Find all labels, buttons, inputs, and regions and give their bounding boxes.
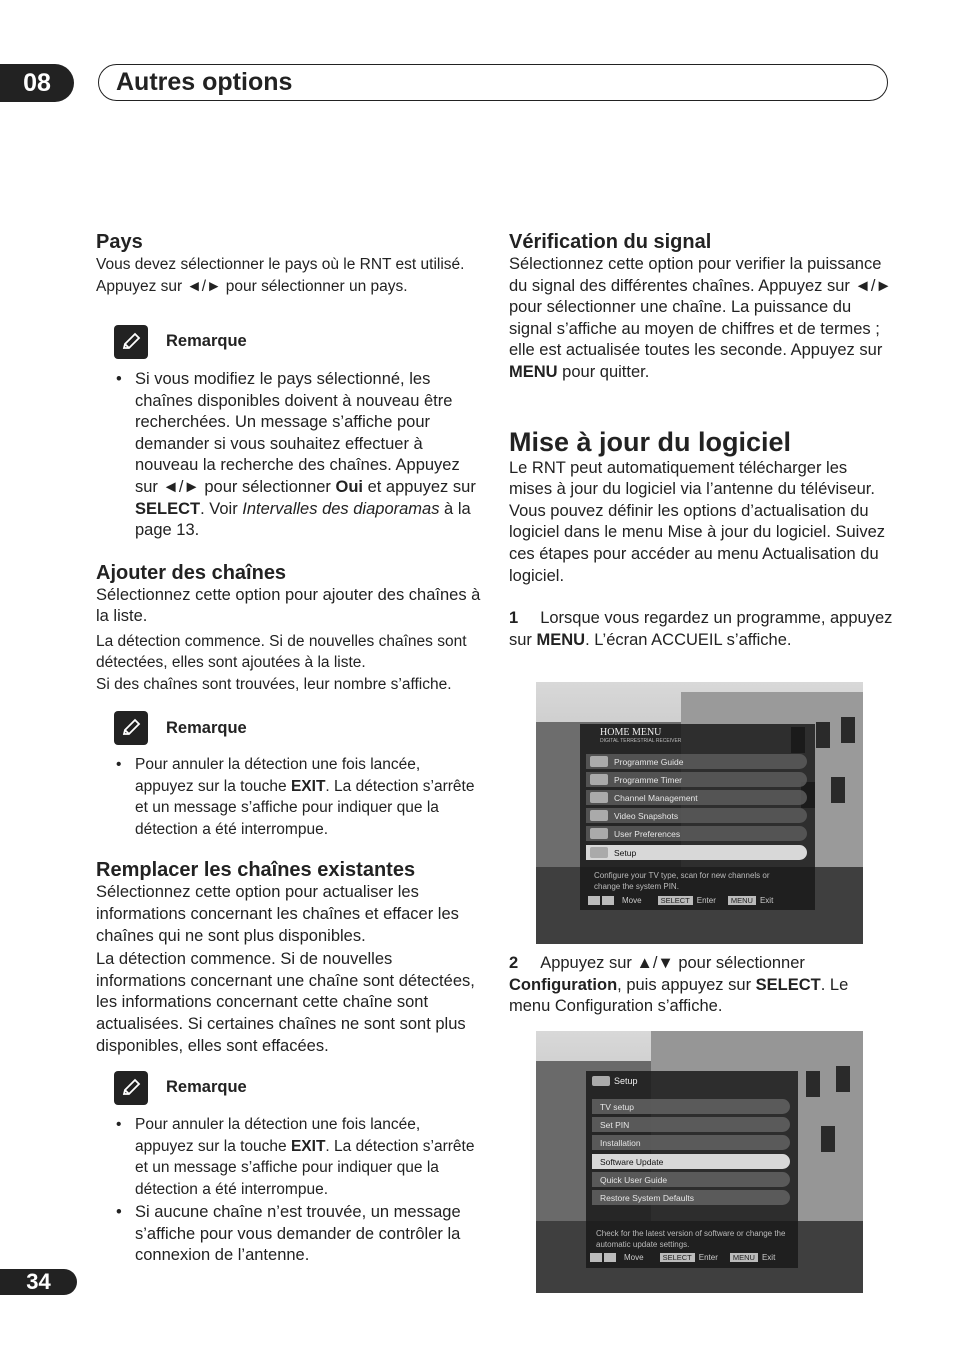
- note-3-list: [96, 1114, 481, 1267]
- osd-item-5[interactable]: Setup: [586, 845, 807, 860]
- setup-item-1[interactable]: Set PIN: [592, 1117, 790, 1132]
- home-menu-key-bar: Move SELECT Enter MENU Exit: [588, 895, 773, 906]
- right-column: [509, 230, 894, 651]
- setup-icon: [592, 1076, 610, 1086]
- note-1-header: [96, 325, 481, 359]
- down-arrow-key-icon: [604, 1253, 616, 1262]
- note-3-bullet-2: • Si aucune chaîne n’est trouvée, un message s’affiche pour vous demander de contrôler la connexion de l’antenne.: [96, 1202, 481, 1267]
- window: [836, 1066, 850, 1092]
- pays-text: Vous devez sélectionner le pays où le RNT est utilisé. Appuyez sur ◄/► pour sélectionner un pays.: [96, 256, 465, 295]
- osd-item-0[interactable]: Programme Guide: [586, 754, 807, 769]
- left-column: [96, 230, 481, 1267]
- window: [831, 777, 845, 803]
- menu-item-icon: [590, 810, 608, 821]
- mise-heading: Mise à jour du logiciel: [509, 426, 792, 457]
- menu-item-icon: [590, 792, 608, 803]
- chapter-title: [98, 64, 888, 101]
- setup-item-4[interactable]: Quick User Guide: [592, 1172, 790, 1187]
- note-1-bullet: • Si vous modifiez le pays sélectionné, les chaînes disponibles doivent à nouveau être recherchées. Un message s’affiche pour demander si vous souhaitez effectuer à nouveau la recherche des chaînes. Appuyez sur ◄/► pour sélectionner Oui et appuyez sur SELECT. Voir Intervalles des diaporamas à la page 13.: [96, 369, 481, 542]
- up-arrow-key-icon: [590, 1253, 602, 1262]
- down-arrow-key-icon: [602, 896, 614, 905]
- remplacer-heading: Remplacer les chaînes existantes: [96, 859, 416, 882]
- chapter-number: 08: [0, 64, 74, 102]
- window: [816, 722, 830, 748]
- window: [821, 1126, 835, 1152]
- note-3-label: Remarque: [166, 1078, 247, 1097]
- ajouter-p1: Sélectionnez cette option pour ajouter des chaînes à la liste.: [96, 585, 481, 626]
- note-3-header: [96, 1071, 481, 1105]
- setup-item-5[interactable]: Restore System Defaults: [592, 1190, 790, 1205]
- menu-item-icon: [590, 756, 608, 767]
- setup-menu-screenshot: [536, 1031, 863, 1293]
- menu-item-icon: [590, 828, 608, 839]
- setup-item-2[interactable]: Installation: [592, 1135, 790, 1150]
- pencil-note-icon: [114, 325, 148, 359]
- setup-menu-title: Setup: [614, 1076, 638, 1086]
- home-menu-panel: [580, 724, 815, 910]
- home-menu-help: Configure your TV type, scan for new channels or change the system PIN.: [594, 871, 770, 891]
- step-1: 1 Lorsque vous regardez un programme, appuyez sur MENU. L’écran ACCUEIL s’affiche.: [509, 609, 893, 649]
- ajouter-p2: La détection commence. Si de nouvelles chaînes sont détectées, elles sont ajoutées à la liste.: [96, 632, 467, 672]
- menu-item-icon: [590, 774, 608, 785]
- note-3-bullet-1: • Pour annuler la détection une fois lancée, appuyez sur la touche EXIT. La détection s’arrête et un message s’affiche pour indiquer que la détection a été interrompue.: [96, 1114, 481, 1200]
- setup-menu-key-bar: Move SELECT Enter MENU Exit: [590, 1252, 775, 1263]
- mise-text: Le RNT peut automatiquement télécharger les mises à jour du logiciel via l’antenne du téléviseur. Vous pouvez définir les options d’actualisation du logiciel dans le menu Mise à jour du logiciel. Suivez ces étapes pour accéder au menu Actualisation du logiciel.: [509, 458, 886, 585]
- remplacer-p2: La détection commence. Si de nouvelles informations concernant une chaîne sont détectées, les informations concernant cette chaîne sont actualisées. Si certaines chaînes ne sont sont plus disponibles, elles sont effacées.: [96, 950, 475, 1055]
- setup-item-3[interactable]: Software Update: [592, 1154, 790, 1169]
- note-2-header: [96, 711, 481, 745]
- osd-item-1[interactable]: Programme Timer: [586, 772, 807, 787]
- menu-item-icon: [590, 847, 608, 858]
- pencil-note-icon: [114, 1071, 148, 1105]
- setup-menu-panel: [586, 1071, 798, 1268]
- osd-item-4[interactable]: User Preferences: [586, 826, 807, 841]
- page-number: 34: [0, 1269, 77, 1295]
- window: [806, 1071, 820, 1097]
- note-1-list: [96, 369, 481, 542]
- ajouter-heading: Ajouter des chaînes: [96, 561, 287, 584]
- verif-text: Sélectionnez cette option pour verifier la puissance du signal des différentes chaînes. Appuyez sur ◄/► pour sélectionner une chaîne. La puissance du signal s’affiche au moyen de chiffres et de termes ; elle est actualisée toutes les seconde. Appuyez sur MENU pour quitter.: [509, 255, 892, 381]
- setup-item-0[interactable]: TV setup: [592, 1099, 790, 1114]
- up-arrow-key-icon: [588, 896, 600, 905]
- home-menu-screenshot: [536, 682, 863, 944]
- remplacer-p1: Sélectionnez cette option pour actualiser les informations concernant les chaînes et effacer les chaînes qui ne sont plus disponibles.: [96, 883, 459, 945]
- verif-heading: Vérification du signal: [509, 231, 712, 253]
- window: [841, 717, 855, 743]
- pencil-note-icon: [114, 711, 148, 745]
- osd-item-2[interactable]: Channel Management: [586, 790, 807, 805]
- chapter-title-text: Autres options: [116, 68, 293, 96]
- note-1-label: Remarque: [166, 332, 247, 351]
- setup-menu-help: Check for the latest version of software or change the automatic update settings.: [596, 1229, 786, 1249]
- pays-heading: Pays: [96, 231, 143, 253]
- note-2-bullet: • Pour annuler la détection une fois lancée, appuyez sur la touche EXIT. La détection s’arrête et un message s’affiche pour indiquer que la détection a été interrompue.: [96, 754, 481, 840]
- home-menu-subtitle: DIGITAL TERRESTRIAL RECEIVER: [600, 738, 682, 744]
- ajouter-p3: Si des chaînes sont trouvées, leur nombre s’affiche.: [96, 675, 452, 693]
- note-2-label: Remarque: [166, 718, 247, 737]
- note-2-list: [96, 754, 481, 840]
- home-menu-title: HOME MENU: [600, 727, 662, 738]
- osd-item-3[interactable]: Video Snapshots: [586, 808, 807, 823]
- step-2: 2 Appuyez sur ▲/▼ pour sélectionner Configuration, puis appuyez sur SELECT. Le menu Configuration s’affiche.: [509, 954, 849, 1016]
